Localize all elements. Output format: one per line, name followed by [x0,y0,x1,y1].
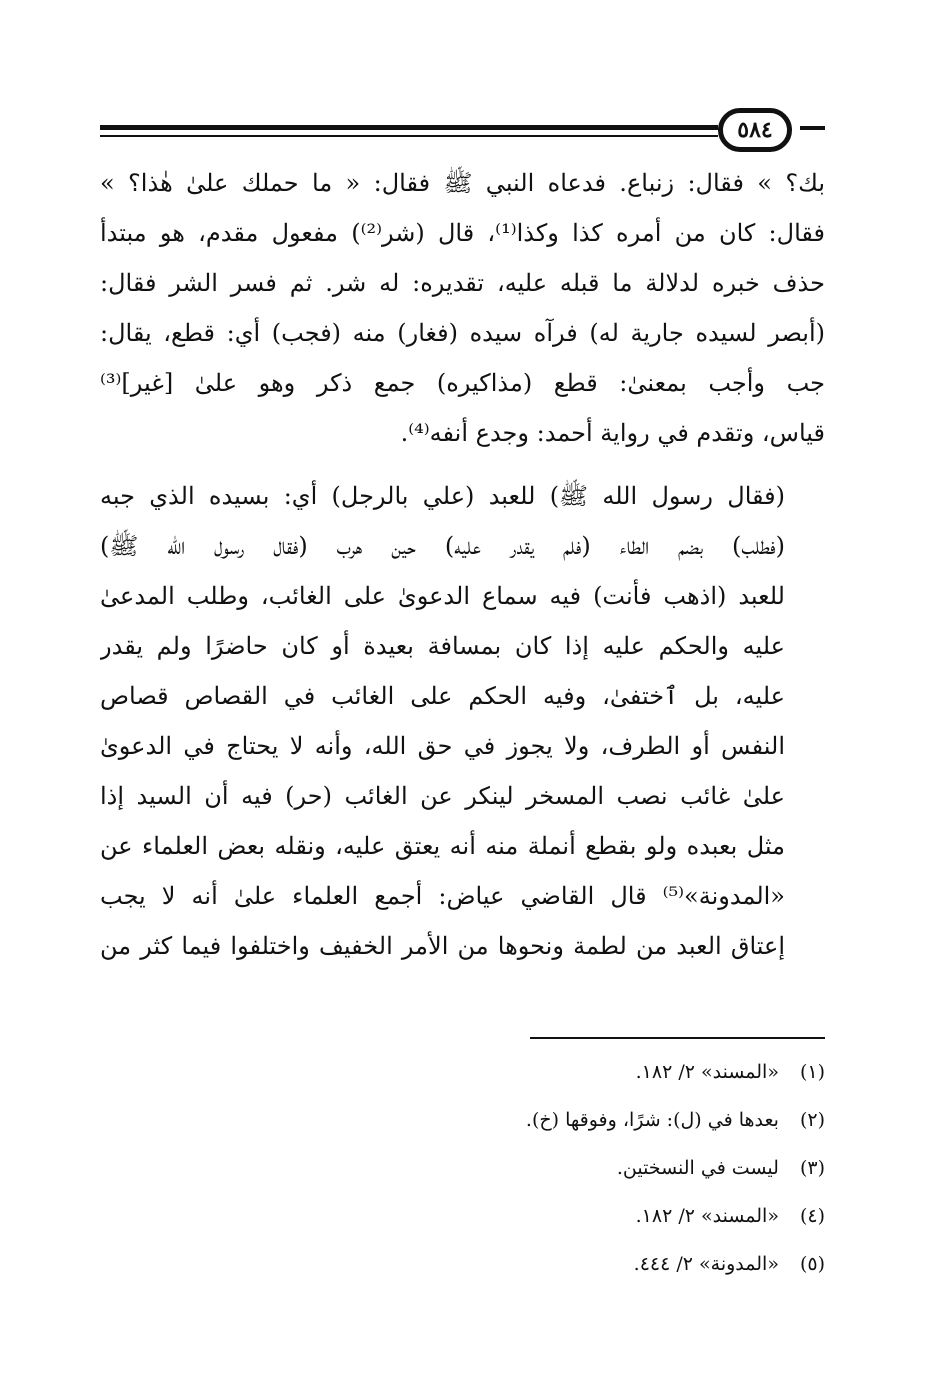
footnote-text: «المسند» ٢/ ١٨٢. [635,1205,779,1227]
text-line: فقال: كان من أمره كذا وكذا⁽¹⁾، قال (شر⁽²⁾) مفعول مقدم، هو مبتدأ [100,219,825,247]
footnote-number: (٥) [799,1253,825,1275]
text-line: قياس، وتقدم في رواية أحمد: وجدع أنفه⁽⁴⁾. [400,419,825,447]
text-line: عليه، بل ٱختفىٰ، وفيه الحكم على الغائب في القصاص قصاص [100,682,785,710]
footnote-number: (٢) [799,1109,825,1131]
text-line: عليه والحكم عليه إذا كان بمسافة بعيدة أو كان حاضرًا ولم يقدر [100,632,785,660]
text-line: (فطلب) بضم الطاء (فلم يقدر عليه) حين هرب (فقال رسول الله ﷺ) [100,532,785,560]
text-line: حذف خبره لدلالة ما قبله عليه، تقديره: له شر. ثم فسر الشر فقال: [100,269,825,297]
text-line: إعتاق العبد من لطمة ونحوها من الأمر الخفيف واختلفوا فيما كثر من [100,932,785,960]
footnote-item [100,1192,825,1240]
footnote-number: (٤) [799,1205,825,1227]
main-text [100,158,825,971]
header-rule-right [800,126,825,130]
paragraph-1 [100,158,825,458]
text-line: للعبد (اذهب فأنت) فيه سماع الدعوىٰ على الغائب، وطلب المدعىٰ [100,582,785,610]
header-rule-thin [100,135,718,137]
page-header [100,108,825,158]
footnote-number: (١) [799,1061,825,1083]
footnote-number: (٣) [799,1157,825,1179]
footnote-text: ليست في النسختين. [616,1157,779,1179]
text-line: «المدونة»⁽⁵⁾ قال القاضي عياض: أجمع العلماء علىٰ أنه لا يجب [100,882,785,910]
footnote-item [100,1096,825,1144]
footnotes [100,1048,825,1288]
footnote-item [100,1048,825,1096]
footnote-text: «المسند» ٢/ ١٨٢. [635,1061,779,1083]
footnote-item [100,1144,825,1192]
text-line: (فقال رسول الله ﷺ) للعبد (علي بالرجل) أي: بسيده الذي جبه [100,482,785,510]
text-line: علىٰ غائب نصب المسخر لينكر عن الغائب (حر) فيه أن السيد إذا [100,782,785,810]
footnote-divider [530,1037,825,1039]
footnote-text: بعدها في (ل): شرًا، وفوقها (خ). [525,1109,779,1131]
text-line: مثل بعبده ولو بقطع أنملة منه أنه يعتق عليه، ونقله بعض العلماء عن [100,832,785,860]
text-line: (أبصر لسيده جارية له) فرآه سيده (فغار) منه (فجب) أي: قطع، يقال: [100,319,825,347]
paragraph-2 [100,471,825,971]
page-number: ٥٨٤ [718,108,792,152]
footnote-text: «المدونة» ٢/ ٤٤٤. [633,1253,779,1275]
text-line: جب وأجب بمعنىٰ: قطع (مذاكيره) جمع ذكر وهو علىٰ [غير]⁽³⁾ [100,369,825,397]
text-line: بك؟ » فقال: زنباع. فدعاه النبي ﷺ فقال: « ما حملك علىٰ هٰذا؟ » [100,169,825,197]
text-line: النفس أو الطرف، ولا يجوز في حق الله، وأنه لا يحتاج في الدعوىٰ [100,732,785,760]
footnote-item [100,1240,825,1288]
header-rule-thick [100,125,718,130]
